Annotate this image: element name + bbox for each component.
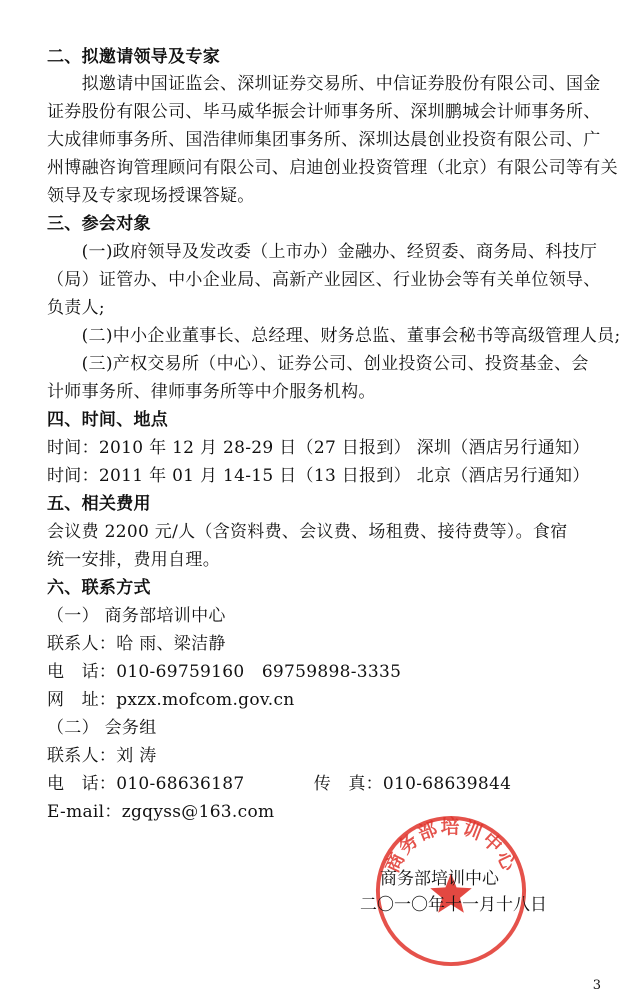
seal-text: 商务部培训中心 <box>382 816 520 877</box>
official-seal <box>372 812 530 970</box>
contact-person: 联系人：刘 涛 <box>47 746 157 766</box>
page-number: 3 <box>592 978 601 993</box>
paragraph-line: 州博融咨询管理顾问有限公司、启迪创业投资管理（北京）有限公司等有关 <box>47 158 618 178</box>
paragraph-line: 计师事务所、律师事务所等中介服务机构。 <box>47 382 376 402</box>
paragraph-line: 证券股份有限公司、毕马威华振会计师事务所、深圳鹏城会计师事务所、 <box>47 102 601 122</box>
contact-group-title: （一） 商务部培训中心 <box>47 606 226 626</box>
section-heading: 四、时间、地点 <box>47 410 169 430</box>
signature-date: 二〇一〇年十一月十八日 <box>360 895 547 915</box>
paragraph-line: 会议费 2200 元/人（含资料费、会议费、场租费、接待费等）。食宿 <box>47 522 568 542</box>
contact-website: 网 址：pxzx.mofcom.gov.cn <box>47 690 295 710</box>
paragraph-line: (一)政府领导及发改委（上市办）金融办、经贸委、商务局、科技厅 <box>47 242 598 262</box>
section-heading: 六、联系方式 <box>47 578 151 598</box>
section-heading: 五、相关费用 <box>47 494 151 514</box>
paragraph-line: （局）证管办、中小企业局、高新产业园区、行业协会等有关单位领导、 <box>47 270 601 290</box>
paragraph-line: (二)中小企业董事长、总经理、财务总监、董事会秘书等高级管理人员; <box>47 326 621 346</box>
contact-email: E-mail：zgqyss@163.com <box>47 802 275 822</box>
contact-group-title: （二） 会务组 <box>47 718 157 738</box>
signature-org: 商务部培训中心 <box>380 869 499 889</box>
paragraph-line: (三)产权交易所（中心）、证券公司、创业投资公司、投资基金、会 <box>47 354 589 374</box>
contact-person: 联系人：哈 雨、梁洁静 <box>47 634 226 654</box>
contact-phone: 电 话：010-69759160 69759898-3335 <box>47 662 402 682</box>
svg-text:商务部培训中心 <box>380 815 520 876</box>
paragraph-line: 拟邀请中国证监会、深圳证券交易所、中信证券股份有限公司、国金 <box>47 74 601 94</box>
paragraph-line: 负责人; <box>47 298 105 318</box>
section-heading: 二、拟邀请领导及专家 <box>47 47 220 67</box>
section-heading: 三、参会对象 <box>47 214 151 234</box>
paragraph-line: 领导及专家现场授课答疑。 <box>47 186 255 206</box>
paragraph-line: 大成律师事务所、国浩律师集团事务所、深圳达晨创业投资有限公司、广 <box>47 130 601 150</box>
paragraph-line: 统一安排，费用自理。 <box>47 550 220 570</box>
schedule-line: 时间：2011 年 01 月 14-15 日（13 日报到） 北京（酒店另行通知） <box>47 466 590 486</box>
contact-phone-fax: 电 话：010-68636187 传 真：010-68639844 <box>47 774 512 794</box>
schedule-line: 时间：2010 年 12 月 28-29 日（27 日报到） 深圳（酒店另行通知） <box>47 438 590 458</box>
